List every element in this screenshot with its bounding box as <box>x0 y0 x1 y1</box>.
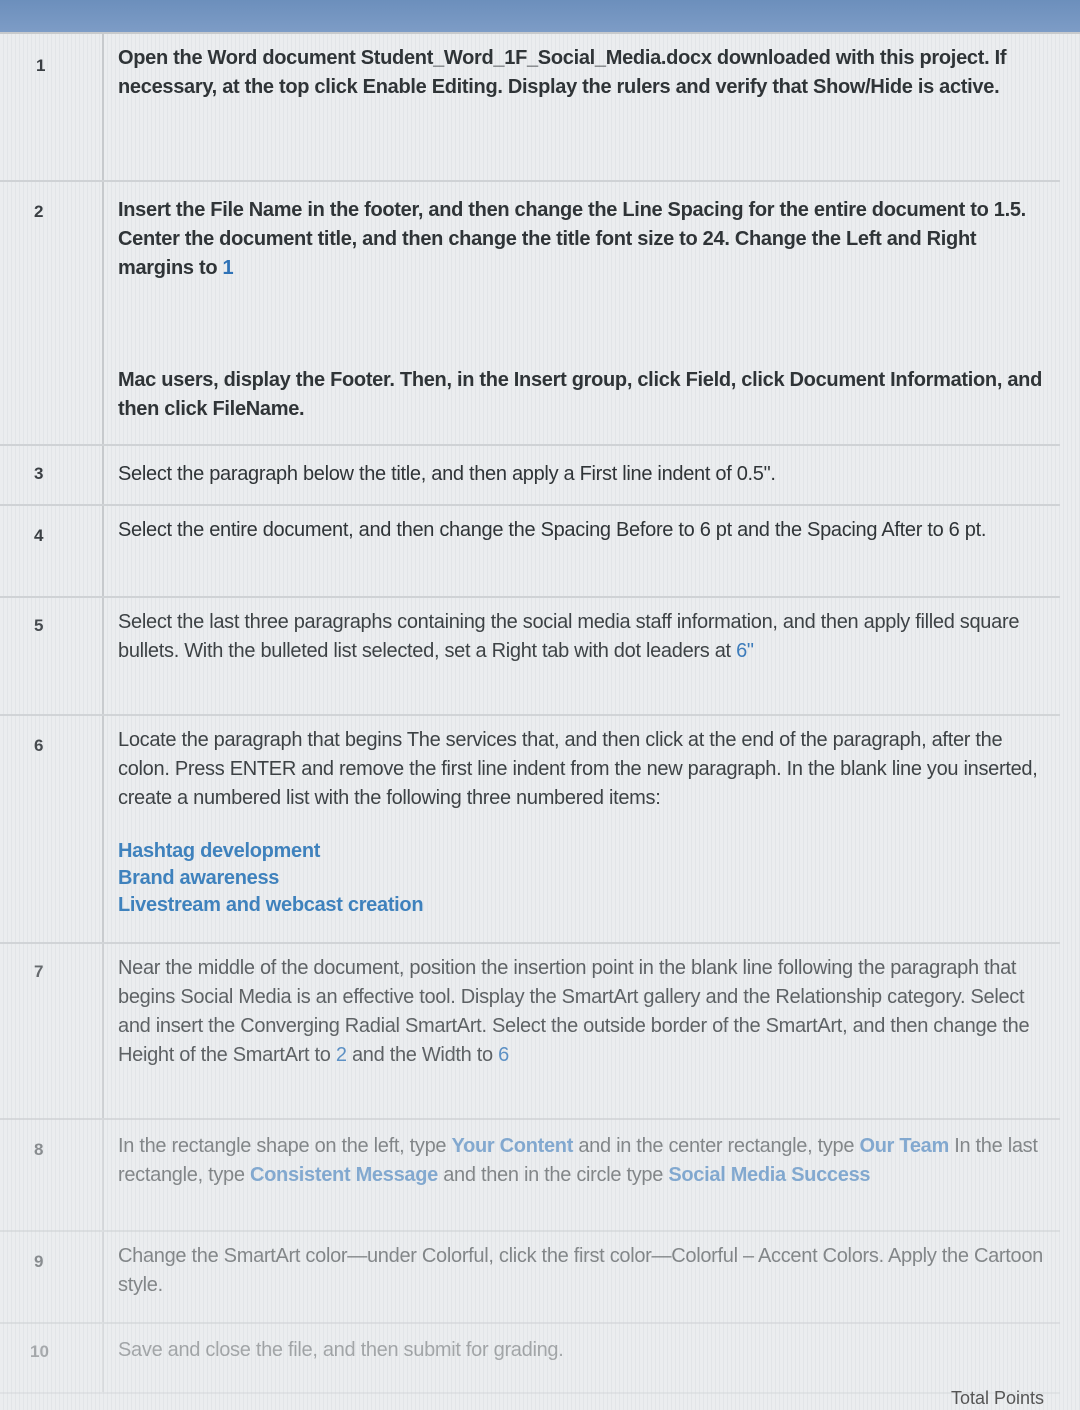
step-row-1 <box>0 34 1060 182</box>
step-text: Locate the paragraph that begins The services that, and then click at the end of the paragraph, after the colon. Press ENTER and remove the first line indent from the new paragraph. In the blank line you inserted, create a numbered list with the following three numbered items: <box>118 729 1038 809</box>
typed-value: Consistent Message <box>249 1164 438 1186</box>
step-row-2 <box>0 182 1060 446</box>
step-text: Change the SmartArt color—under Colorful, click the first color—Colorful – Accent Colors. Apply the Cartoon style. <box>118 1245 1043 1296</box>
step-row-6 <box>0 716 1060 944</box>
step-number: 7 <box>34 962 44 981</box>
step-number: 6 <box>34 736 44 755</box>
step-number-cell <box>0 182 104 444</box>
step-text <box>118 1132 1046 1190</box>
step-row-8 <box>0 1120 1060 1232</box>
step-number: 4 <box>34 526 44 545</box>
step-number-cell <box>0 598 104 714</box>
step-number-cell <box>0 1120 104 1230</box>
step-number: 5 <box>34 616 44 635</box>
steps-table <box>0 32 1080 1410</box>
header-bar <box>0 0 1080 32</box>
step-number: 8 <box>34 1140 44 1159</box>
step-row-10 <box>0 1324 1060 1394</box>
step-text: Select the paragraph below the title, and then apply a First line indent of 0.5". <box>118 463 776 485</box>
step-text <box>118 954 1046 1070</box>
step-text: Save and close the file, and then submit for grading. <box>118 1339 564 1361</box>
tab-value: 6" <box>736 640 754 662</box>
step-row-4 <box>0 506 1060 598</box>
mac-users-note: Mac users, display the Footer. Then, in the Insert group, click Field, click Document Information, and then click FileName. <box>118 369 1043 420</box>
step-number-cell <box>0 716 104 942</box>
list-item: Hashtag development <box>118 840 321 862</box>
height-value: 2 <box>335 1044 347 1066</box>
step-number: 10 <box>30 1342 49 1361</box>
step-number-cell <box>0 944 104 1118</box>
step-number: 9 <box>34 1252 44 1271</box>
step-number-cell <box>0 1324 104 1392</box>
step-number-cell <box>0 506 104 596</box>
step-number: 1 <box>36 56 46 75</box>
typed-value: Your Content <box>451 1135 574 1157</box>
step-number-cell <box>0 34 104 180</box>
step-number: 3 <box>34 464 44 483</box>
list-item: Brand awareness <box>118 867 280 889</box>
step-instruction: Select the last three paragraphs containing the social media staff information, and then apply filled square bullets. With the bulleted list selected, set a Right tab with dot leaders at <box>118 611 1020 662</box>
step-number-cell <box>0 1232 104 1322</box>
step-instruction: and in the center rectangle, type <box>578 1135 855 1157</box>
step-instruction: and then in the circle type <box>443 1164 664 1186</box>
typed-value: Our Team <box>859 1135 949 1157</box>
margin-value: 1 <box>222 257 234 279</box>
step-text: Select the entire document, and then change the Spacing Before to 6 pt and the Spacing After to 6 pt. <box>118 519 987 541</box>
step-instruction: In the rectangle shape on the left, type <box>118 1135 447 1157</box>
numbered-items <box>118 838 1046 919</box>
step-number-cell <box>0 446 104 504</box>
step-row-7 <box>0 944 1060 1120</box>
step-row-3 <box>0 446 1060 506</box>
list-item: Livestream and webcast creation <box>118 894 424 916</box>
step-instruction: In the last rectangle, type <box>118 1135 1038 1186</box>
step-instruction-cont: and the Width to <box>351 1044 493 1066</box>
step-row-5 <box>0 598 1060 716</box>
step-number: 2 <box>34 202 44 221</box>
typed-value: Social Media Success <box>668 1164 871 1186</box>
step-text <box>118 196 1046 283</box>
step-instruction: Insert the File Name in the footer, and then change the Line Spacing for the entire document to 1.5. Center the document title, and then change the title font size to 24. Change the Left and Right margins to <box>118 199 1026 279</box>
total-points-label: Total Points <box>950 1388 1044 1408</box>
step-instruction: Near the middle of the document, position the insertion point in the blank line following the paragraph that begins Social Media is an effective tool. Display the SmartArt gallery and the Relationship category. Select and insert the Converging Radial SmartArt. Select the outside border of the SmartArt, and then change the Height of the SmartArt to <box>118 957 1030 1066</box>
step-row-9 <box>0 1232 1060 1324</box>
width-value: 6 <box>498 1044 509 1066</box>
step-text: Open the Word document Student_Word_1F_Social_Media.docx downloaded with this project. If necessary, at the top click Enable Editing. Display the rulers and verify that Show/Hide is active. <box>118 47 1007 98</box>
step-text <box>118 608 1046 666</box>
